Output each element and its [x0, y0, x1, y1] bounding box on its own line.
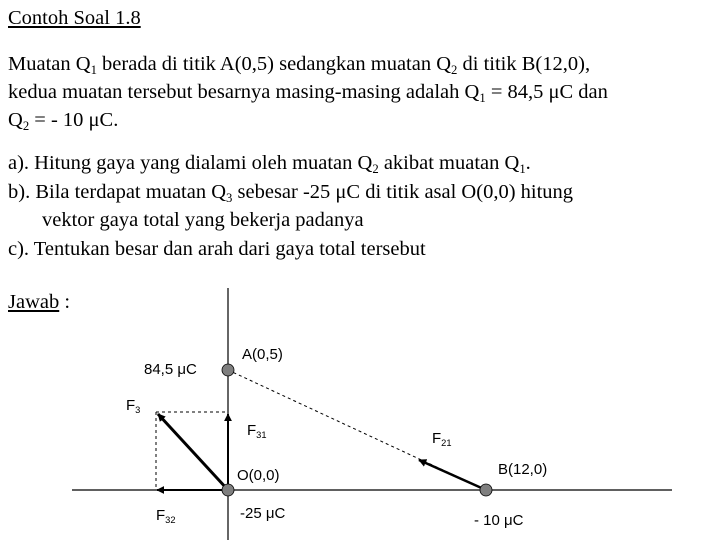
f21-arrow — [419, 460, 486, 490]
f31-label: $F_{31}$ — [247, 422, 267, 440]
a-point-label: A(0,5) — [242, 346, 283, 363]
f21-label: $F_{21}$ — [432, 430, 452, 448]
f3-label: $F_3$ — [126, 397, 141, 415]
question-c: c). Tentukan besar dan arah dari gaya total tersebut — [8, 238, 426, 260]
question-a: a). Hitung gaya yang dialami oleh muatan $Q_2$ akibat muatan $Q_1$. — [8, 152, 531, 176]
f32-label: $F_{32}$ — [156, 507, 176, 525]
b-point-label: B(12,0) — [498, 461, 548, 478]
problem-line-1: Muatan $Q_1$ berada di titik A(0,5) sedangkan muatan $Q_2$ di titik B(12,0), — [8, 53, 591, 77]
charge-q2 — [480, 484, 492, 496]
q1-value: 84,5 μC — [144, 361, 197, 378]
q3-value: -25 μC — [240, 505, 286, 522]
answer-label: Jawab : — [8, 291, 71, 313]
charge-q3 — [222, 484, 234, 496]
f3-arrow — [158, 414, 228, 490]
problem-title: Contoh Soal 1.8 — [8, 7, 141, 29]
o-point-label: O(0,0) — [237, 467, 280, 484]
problem-line-2: kedua muatan tersebut besarnya masing-masing adalah $Q_1 = 84,5$ μC dan — [8, 81, 608, 105]
charge-q1 — [222, 364, 234, 376]
problem-line-3: $Q_2$ = - 10 μC. — [8, 109, 119, 133]
question-b: b). Bila terdapat muatan $Q_3$ sebesar -25 μC di titik asal O(0,0) hitung — [8, 181, 574, 205]
q2-value: - 10 μC — [474, 512, 524, 529]
question-b-continued: vektor gaya total yang bekerja padanya — [42, 209, 364, 231]
